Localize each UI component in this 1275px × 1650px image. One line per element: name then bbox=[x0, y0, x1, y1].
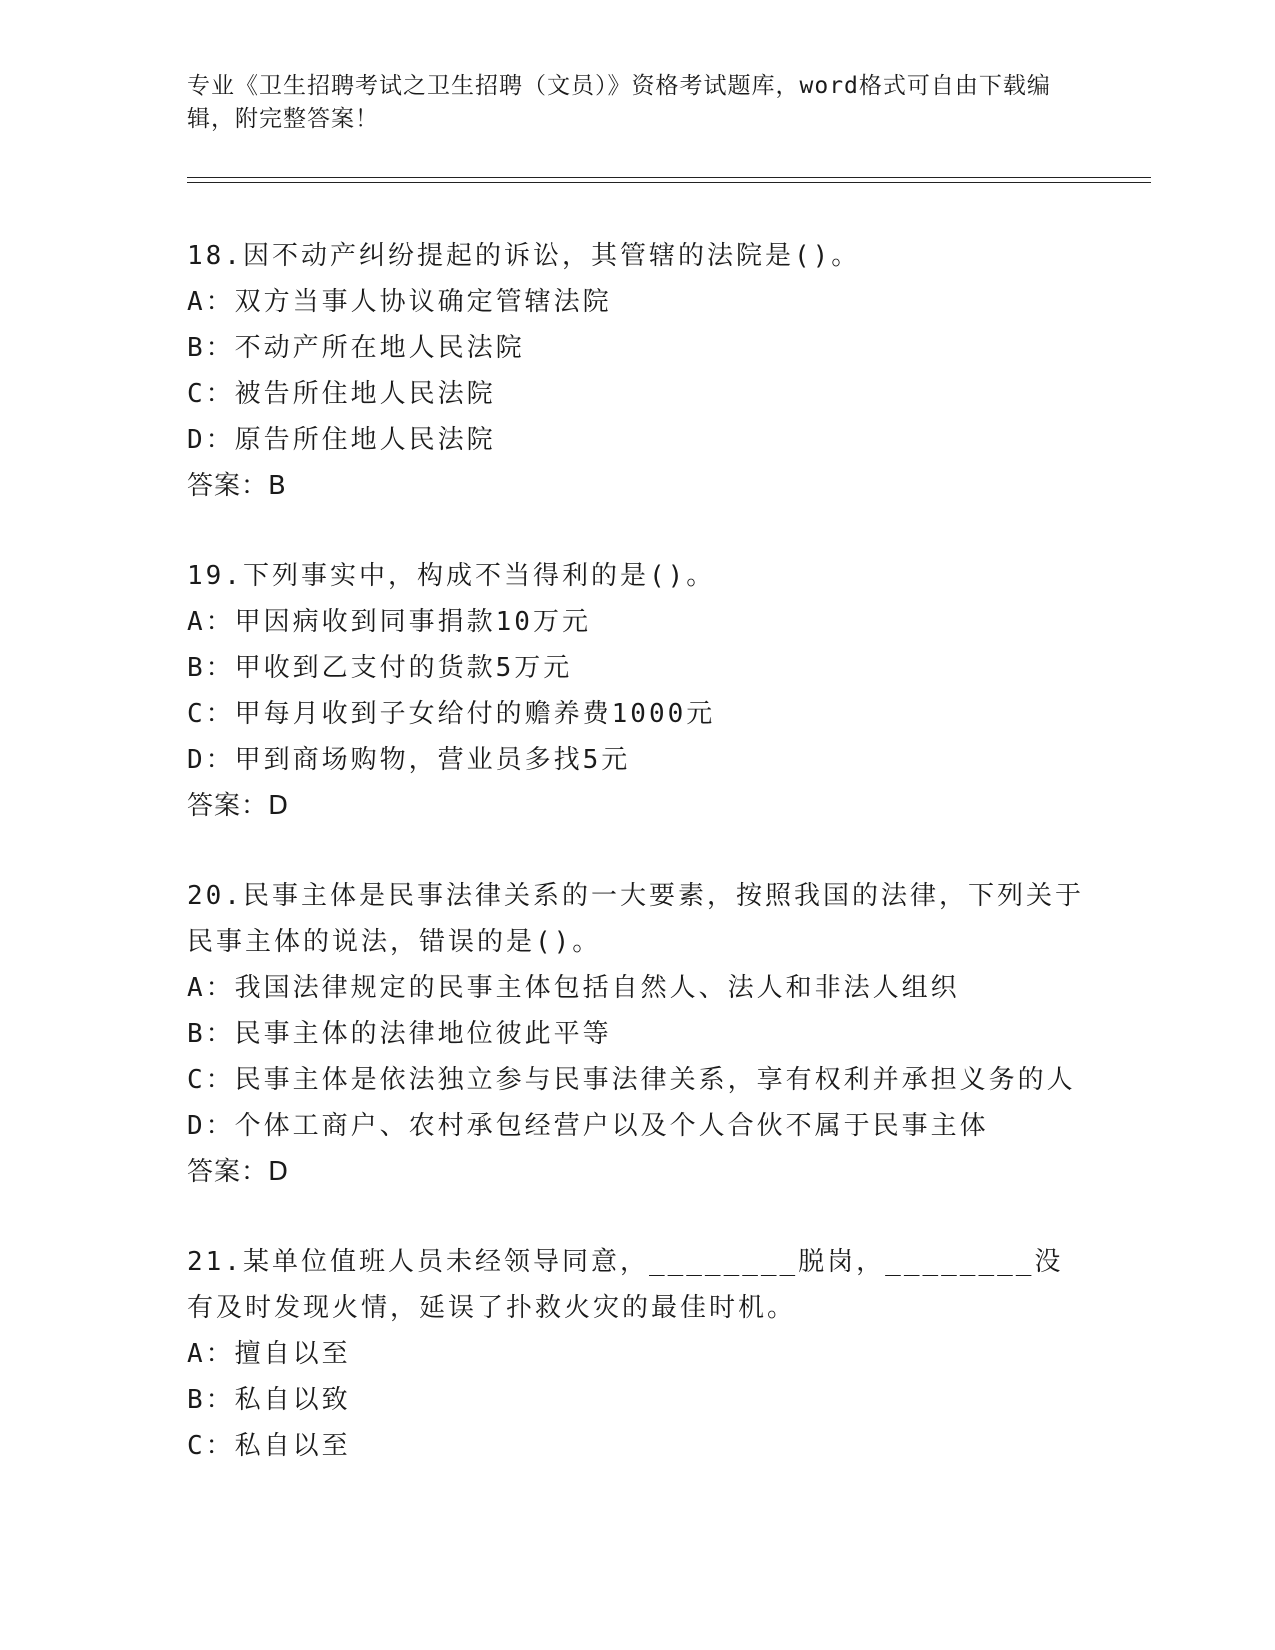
option-c: C：被告所住地人民法院 bbox=[187, 379, 496, 409]
option-d: D：甲到商场购物，营业员多找5元 bbox=[187, 745, 631, 775]
option-a: A：甲因病收到同事捐款10万元 bbox=[187, 607, 591, 637]
answer: 答案：D bbox=[187, 1157, 290, 1187]
option-d: D：个体工商户、农村承包经营户以及个人合伙不属于民事主体 bbox=[187, 1111, 989, 1141]
option-a: A：我国法律规定的民事主体包括自然人、法人和非法人组织 bbox=[187, 973, 960, 1003]
question-list bbox=[187, 233, 1087, 1513]
option-a: A：擅自以至 bbox=[187, 1339, 351, 1369]
option-b: B：不动产所在地人民法院 bbox=[187, 333, 525, 363]
option-c: C：民事主体是依法独立参与民事法律关系，享有权利并承担义务的人 bbox=[187, 1065, 1076, 1095]
option-a: A：双方当事人协议确定管辖法院 bbox=[187, 287, 612, 317]
option-b: B：民事主体的法律地位彼此平等 bbox=[187, 1019, 612, 1049]
header-divider-bottom bbox=[187, 182, 1151, 183]
option-c: C：甲每月收到子女给付的赡养费1000元 bbox=[187, 699, 716, 729]
answer: 答案：D bbox=[187, 791, 290, 821]
question-18 bbox=[187, 233, 1087, 509]
option-d: D：原告所住地人民法院 bbox=[187, 425, 496, 455]
option-b: B：私自以致 bbox=[187, 1385, 351, 1415]
document-header: 专业《卫生招聘考试之卫生招聘（文员）》资格考试题库，word格式可自由下载编辑，附完整答案！ bbox=[187, 73, 1051, 132]
option-c: C：私自以至 bbox=[187, 1431, 351, 1461]
question-text: 20.民事主体是民事法律关系的一大要素，按照我国的法律，下列关于民事主体的说法，错误的是()。 bbox=[187, 881, 1084, 957]
question-text: 21.某单位值班人员未经领导同意，________脱岗，________没有及时发现火情，延误了扑救火灾的最佳时机。 bbox=[187, 1247, 1064, 1323]
question-20 bbox=[187, 873, 1087, 1195]
answer: 答案：B bbox=[187, 471, 287, 501]
question-19 bbox=[187, 553, 1087, 829]
question-text: 18.因不动产纠纷提起的诉讼，其管辖的法院是()。 bbox=[187, 241, 861, 271]
question-text: 19.下列事实中，构成不当得利的是()。 bbox=[187, 561, 716, 591]
header-divider-top bbox=[187, 177, 1151, 178]
option-b: B：甲收到乙支付的货款5万元 bbox=[187, 653, 573, 683]
question-21 bbox=[187, 1239, 1087, 1469]
